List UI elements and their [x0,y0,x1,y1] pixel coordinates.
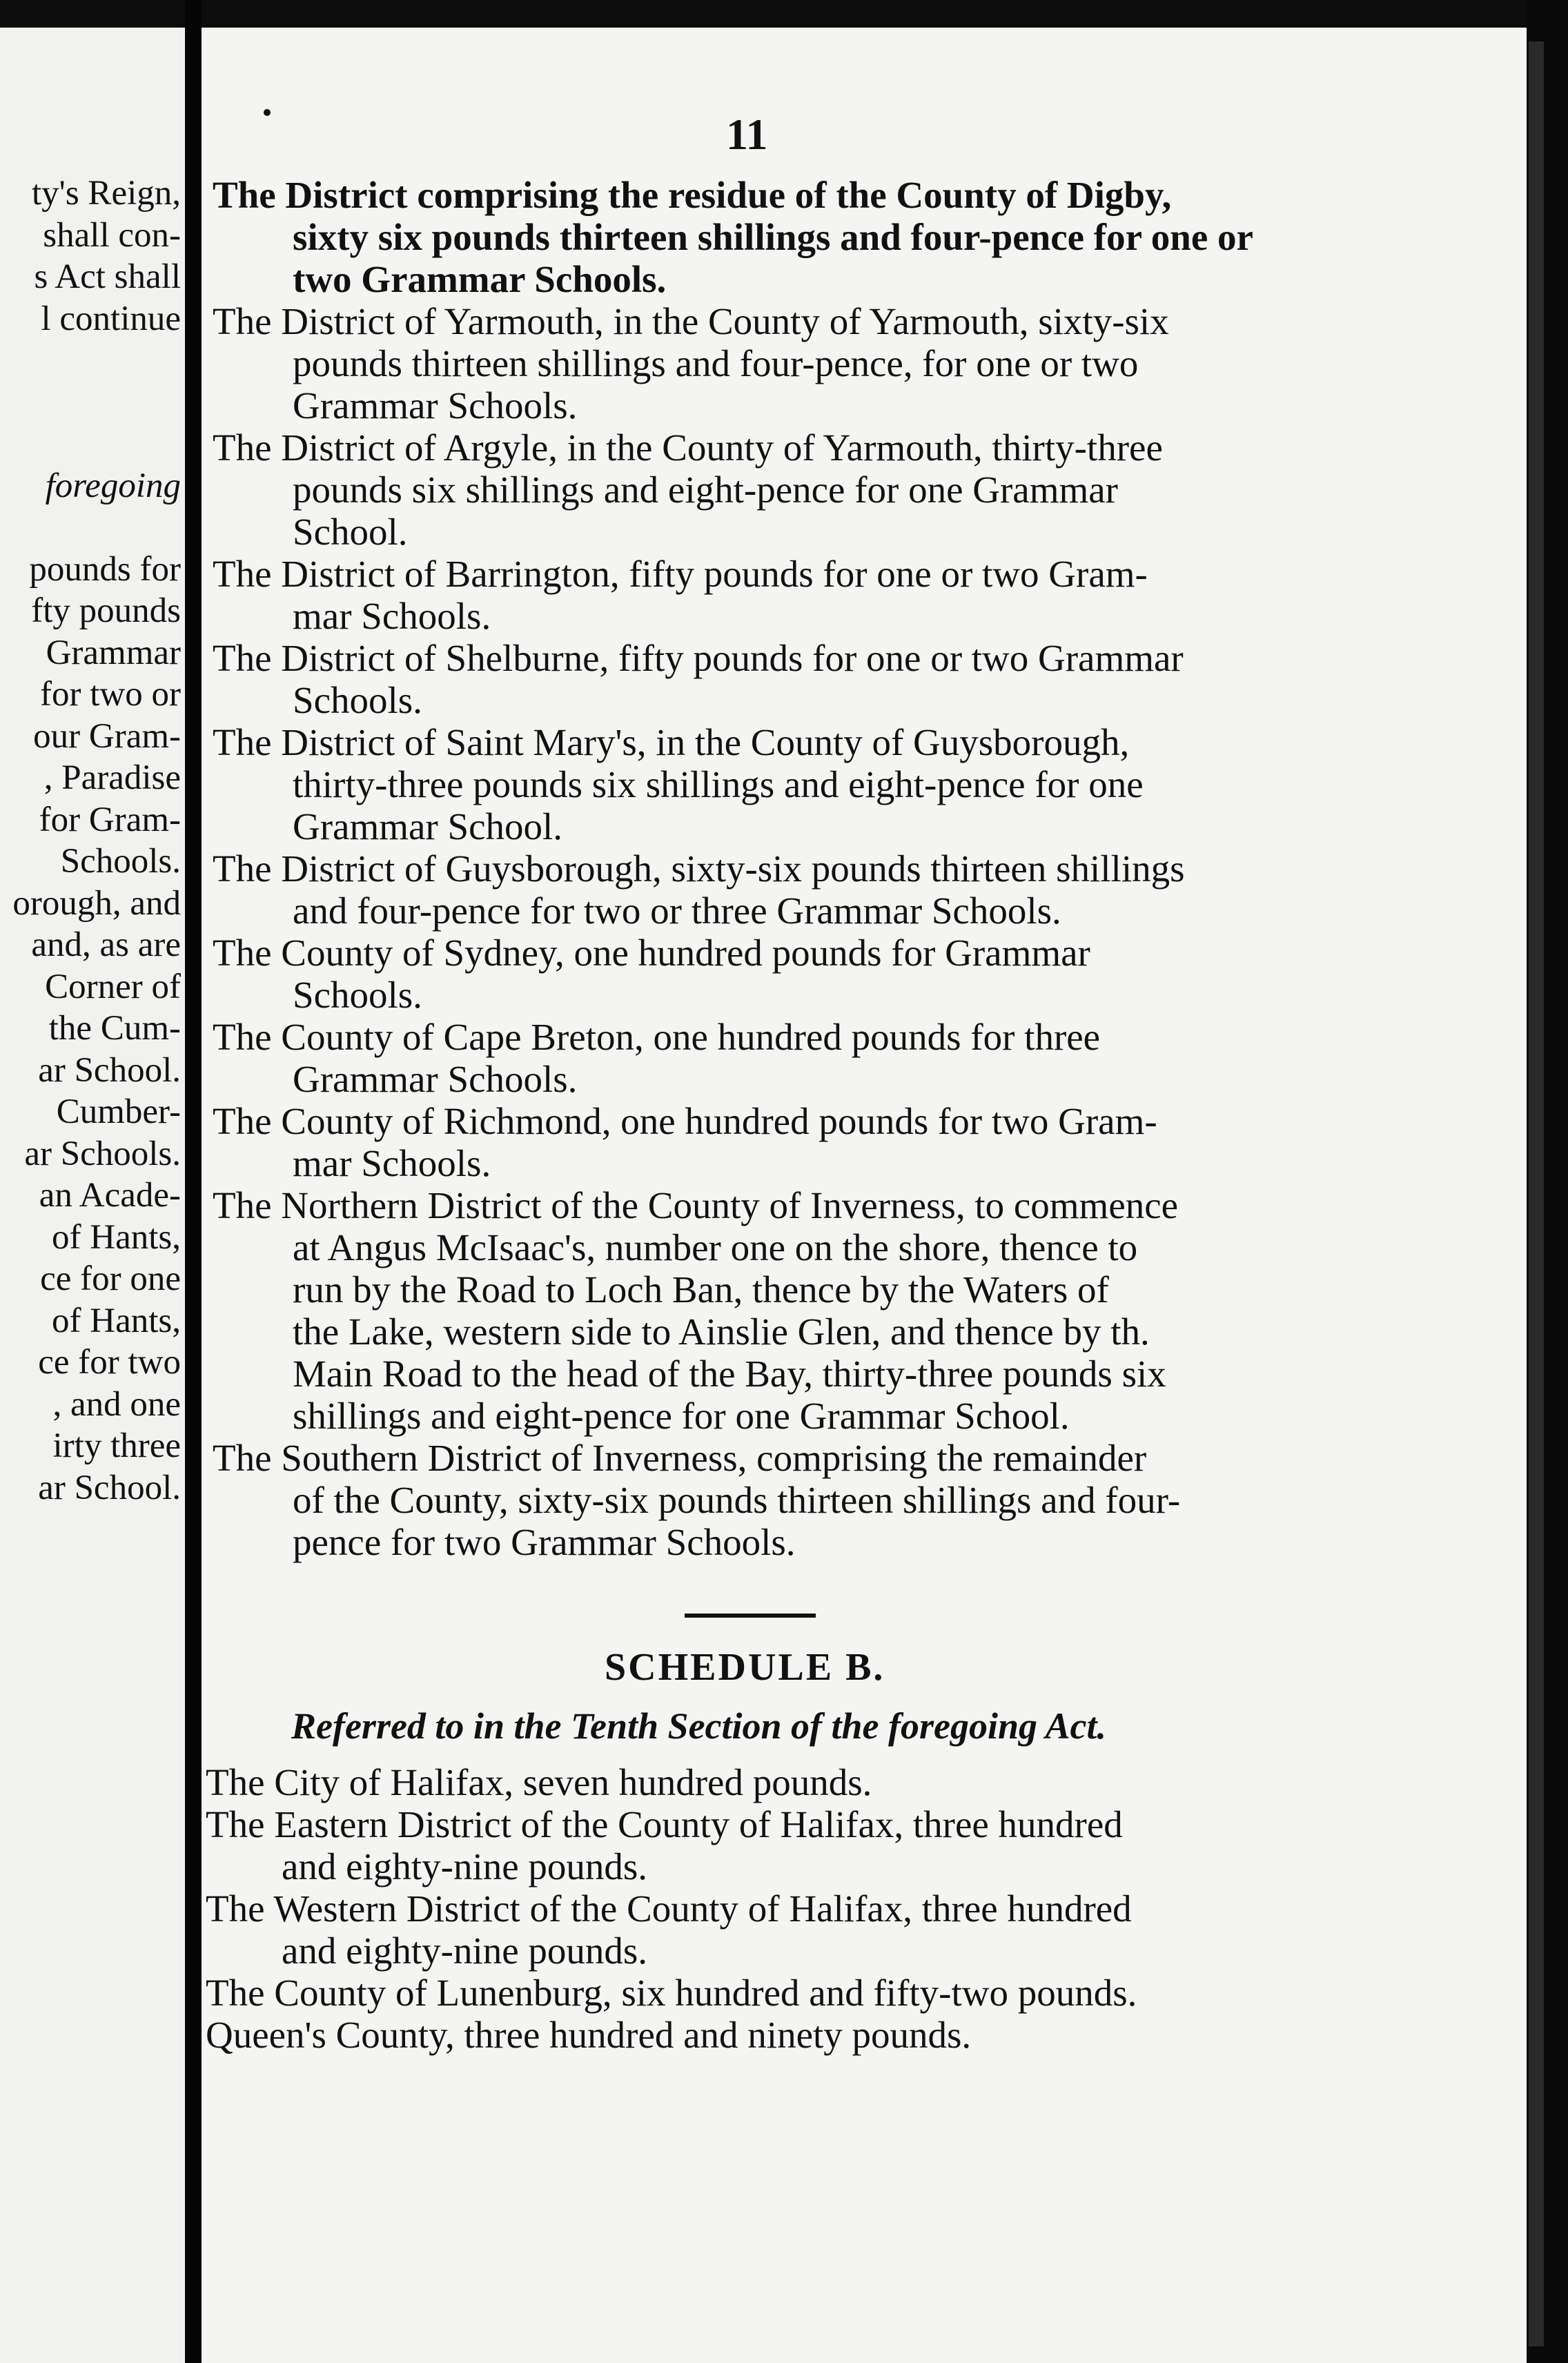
entry-line: The County of Sydney, one hundred pounds for Grammar [213,932,1090,974]
left-page-fragment: foregoing [45,466,181,505]
entry-line: The District of Barrington, fifty pounds for one or two Gram- [213,553,1148,595]
entry-line: The County of Cape Breton, one hundred pounds for three [213,1016,1101,1058]
entry-line: and eighty-nine pounds. [282,1845,648,1888]
entry-line: run by the Road to Loch Ban, thence by the Waters of [293,1268,1109,1311]
entry-line: The District of Guysborough, sixty-six pounds thirteen shillings [213,847,1185,890]
entry-line: shillings and eight-pence for one Grammar School. [293,1395,1070,1437]
entry-line: School. [293,511,408,553]
entry-line: mar Schools. [293,595,491,637]
left-page-fragment: Cumber- [56,1092,181,1131]
entry-line: The County of Lunenburg, six hundred and fifty-two pounds. [206,1972,1137,2014]
entry-line: thirty-three pounds six shillings and eight-pence for one [293,763,1144,805]
entry-line: of the County, sixty-six pounds thirteen shillings and four- [293,1479,1181,1521]
left-page-fragment: Corner of [45,967,181,1006]
schedule-entry [213,721,1289,847]
entry-line: The Eastern District of the County of Halifax, three hundred [206,1803,1123,1845]
left-page-fragment: l continue [41,299,181,338]
left-page-fragment: and, as are [31,925,181,964]
schedule-b-list [206,1761,1282,2056]
left-page-fragment: Schools. [60,842,181,881]
page-number: 11 [726,110,768,159]
page-edge-shadow [1529,41,1544,2346]
left-page-fragment: fty pounds [31,591,181,630]
entry-line: Schools. [293,679,422,721]
book-spine [185,0,202,2363]
entry-line: Main Road to the head of the Bay, thirty-three pounds six [293,1353,1166,1395]
schedule-entry [213,426,1289,553]
book-page [202,28,1527,2363]
schedule-entry [213,1437,1289,1563]
left-page-fragment: for Gram- [39,800,181,839]
left-page-fragment: , Paradise [43,758,181,797]
entry-line: pence for two Grammar Schools. [293,1521,796,1563]
left-page-fragment: shall con- [43,215,181,255]
left-page-fragment: for two or [40,675,181,714]
left-page-fragment: pounds for [29,549,181,589]
entry-line: Grammar Schools. [293,384,578,426]
schedule-entry [206,1761,1282,1803]
left-page-fragment: orough, and [12,883,181,923]
left-page-fragment: Grammar [46,633,181,672]
schedule-entry [213,932,1289,1016]
entry-line: pounds thirteen shillings and four-pence, for one or two [293,342,1139,384]
left-page-fragment: ar School. [38,1468,181,1507]
left-page-fragment: ce for two [38,1343,181,1382]
entry-line: The Southern District of Inverness, comprising the remainder [213,1437,1147,1479]
entry-line: Queen's County, three hundred and ninety pounds. [206,2014,972,2056]
schedule-entry [206,1803,1282,1888]
entry-line: Grammar Schools. [293,1058,578,1100]
left-page-fragment: irty three [52,1426,181,1465]
left-page-fragment: our Gram- [33,716,181,756]
schedule-entry [206,1972,1282,2014]
entry-line: The District comprising the residue of the County of Digby, [213,174,1172,216]
entry-line: The Northern District of the County of Inverness, to commence [213,1184,1179,1226]
left-page-fragment: the Cum- [48,1009,181,1048]
left-page-fragment: of Hants, [52,1301,181,1340]
schedule-b-title: SCHEDULE B. [605,1646,885,1689]
schedule-entry [213,174,1289,300]
entry-line: Grammar School. [293,805,563,847]
entry-line: The District of Argyle, in the County of Yarmouth, thirty-three [213,426,1163,469]
entry-line: The City of Halifax, seven hundred pounds. [206,1761,872,1803]
schedule-entry [213,300,1289,426]
schedule-entry [213,1100,1289,1184]
entry-line: sixty six pounds thirteen shillings and four-pence for one or [293,216,1253,258]
entry-line: The County of Richmond, one hundred pounds for two Gram- [213,1100,1157,1142]
entry-line: The District of Saint Mary's, in the County of Guysborough, [213,721,1130,763]
ink-speck [264,109,271,116]
entry-line: The Western District of the County of Halifax, three hundred [206,1888,1132,1930]
left-page-fragment: ar School. [38,1050,181,1090]
schedule-entry [206,2014,1282,2056]
left-page-fragment: ce for one [40,1259,181,1298]
left-page-fragment: of Hants, [52,1217,181,1257]
schedule-b-subtitle: Referred to in the Tenth Section of the foregoing Act. [291,1705,1107,1747]
schedule-entry [213,637,1289,721]
schedule-entry [213,847,1289,932]
schedule-entry [213,1184,1289,1437]
entry-line: The District of Yarmouth, in the County of Yarmouth, sixty-six [213,300,1169,342]
left-page-fragment: s Act shall [34,257,181,296]
entry-line: mar Schools. [293,1142,491,1184]
schedule-entry [213,1016,1289,1100]
schedule-entry [206,1888,1282,1972]
scan-top-edge [0,0,1568,28]
left-page-fragment: , and one [52,1384,181,1424]
left-page-fragment: ar Schools. [24,1134,181,1173]
left-page-fragment: an Acade- [39,1176,181,1215]
section-divider [685,1614,816,1618]
entry-line: at Angus McIsaac's, number one on the shore, thence to [293,1226,1138,1268]
left-page-fragment: ty's Reign, [31,174,181,213]
entry-line: and four-pence for two or three Grammar Schools. [293,890,1061,932]
entry-line: two Grammar Schools. [293,258,667,300]
schedule-entry [213,553,1289,637]
entry-line: Schools. [293,974,422,1016]
entry-line: pounds six shillings and eight-pence for one Grammar [293,469,1118,511]
entry-line: The District of Shelburne, fifty pounds for one or two Grammar [213,637,1184,679]
schedule-a-list [213,174,1289,1563]
entry-line: the Lake, western side to Ainslie Glen, and thence by th. [293,1311,1150,1353]
entry-line: and eighty-nine pounds. [282,1930,648,1972]
adjacent-left-page [0,28,185,2363]
